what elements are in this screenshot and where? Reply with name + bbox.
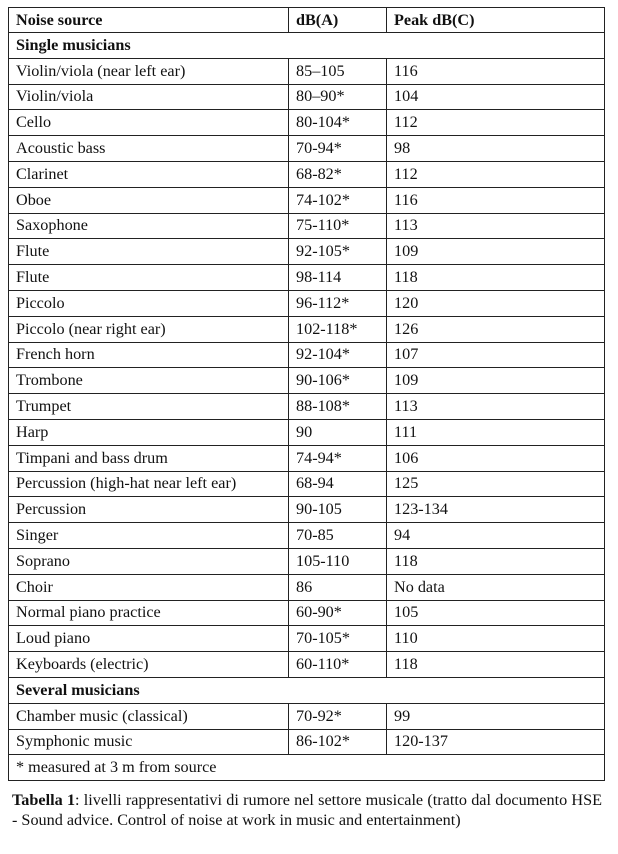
cell-peak-dbc: 125 [387, 471, 605, 497]
cell-dba: 105-110 [289, 548, 387, 574]
cell-dba: 70-92* [289, 703, 387, 729]
section-row [9, 677, 605, 703]
cell-noise-source: Singer [9, 523, 289, 549]
cell-peak-dbc: 107 [387, 342, 605, 368]
cell-dba: 68-82* [289, 161, 387, 187]
section-title: Single musicians [9, 33, 605, 59]
cell-noise-source: Acoustic bass [9, 136, 289, 162]
table-row [9, 419, 605, 445]
cell-peak-dbc: 109 [387, 239, 605, 265]
cell-noise-source: Trombone [9, 368, 289, 394]
cell-noise-source: Normal piano practice [9, 600, 289, 626]
header-dba: dB(A) [289, 8, 387, 33]
cell-peak-dbc: 118 [387, 548, 605, 574]
cell-noise-source: Timpani and bass drum [9, 445, 289, 471]
cell-noise-source: Percussion [9, 497, 289, 523]
cell-noise-source: Trumpet [9, 394, 289, 420]
cell-peak-dbc: 106 [387, 445, 605, 471]
cell-peak-dbc: 118 [387, 265, 605, 291]
section-title: Several musicians [9, 677, 605, 703]
table-caption [8, 790, 602, 830]
table-row [9, 394, 605, 420]
cell-peak-dbc: 112 [387, 110, 605, 136]
table-row [9, 600, 605, 626]
footnote-row [9, 755, 605, 781]
cell-peak-dbc: 126 [387, 316, 605, 342]
table-row [9, 58, 605, 84]
cell-dba: 85–105 [289, 58, 387, 84]
cell-dba: 74-94* [289, 445, 387, 471]
table-row [9, 368, 605, 394]
cell-dba: 70-105* [289, 626, 387, 652]
table-row [9, 316, 605, 342]
table-row [9, 652, 605, 678]
cell-noise-source: Flute [9, 239, 289, 265]
cell-peak-dbc: 113 [387, 213, 605, 239]
cell-noise-source: Symphonic music [9, 729, 289, 755]
table-body [9, 33, 605, 781]
table-row [9, 729, 605, 755]
table-row [9, 265, 605, 291]
cell-noise-source: Chamber music (classical) [9, 703, 289, 729]
cell-dba: 98-114 [289, 265, 387, 291]
table-row [9, 497, 605, 523]
table-header-row [9, 8, 605, 33]
table-row [9, 548, 605, 574]
cell-dba: 88-108* [289, 394, 387, 420]
table-row [9, 471, 605, 497]
cell-dba: 90 [289, 419, 387, 445]
cell-noise-source: Oboe [9, 187, 289, 213]
cell-noise-source: Saxophone [9, 213, 289, 239]
table-row [9, 574, 605, 600]
table-row [9, 187, 605, 213]
table-row [9, 342, 605, 368]
cell-peak-dbc: 105 [387, 600, 605, 626]
table-row [9, 290, 605, 316]
cell-noise-source: Loud piano [9, 626, 289, 652]
cell-noise-source: Cello [9, 110, 289, 136]
cell-noise-source: Clarinet [9, 161, 289, 187]
cell-dba: 80–90* [289, 84, 387, 110]
cell-noise-source: Piccolo [9, 290, 289, 316]
caption-text: : livelli rappresentativi di rumore nel settore musicale (tratto dal documento HSE - Sound advice. Control of noise at work in music and entertainment) [12, 791, 603, 830]
table-row [9, 239, 605, 265]
cell-peak-dbc: 118 [387, 652, 605, 678]
cell-dba: 92-104* [289, 342, 387, 368]
cell-dba: 90-105 [289, 497, 387, 523]
cell-peak-dbc: 123-134 [387, 497, 605, 523]
cell-dba: 92-105* [289, 239, 387, 265]
cell-dba: 86-102* [289, 729, 387, 755]
cell-noise-source: Violin/viola [9, 84, 289, 110]
table-row [9, 84, 605, 110]
cell-noise-source: Keyboards (electric) [9, 652, 289, 678]
cell-dba: 75-110* [289, 213, 387, 239]
table-row [9, 110, 605, 136]
table-row [9, 136, 605, 162]
table-footnote: * measured at 3 m from source [9, 755, 605, 781]
table-row [9, 445, 605, 471]
cell-noise-source: Flute [9, 265, 289, 291]
cell-peak-dbc: 99 [387, 703, 605, 729]
cell-peak-dbc: 104 [387, 84, 605, 110]
cell-dba: 102-118* [289, 316, 387, 342]
cell-dba: 60-110* [289, 652, 387, 678]
cell-peak-dbc: 112 [387, 161, 605, 187]
cell-peak-dbc: 98 [387, 136, 605, 162]
header-peak-dbc: Peak dB(C) [387, 8, 605, 33]
cell-dba: 96-112* [289, 290, 387, 316]
table-row [9, 703, 605, 729]
noise-levels-table [8, 7, 605, 781]
cell-peak-dbc: 120-137 [387, 729, 605, 755]
table-row [9, 161, 605, 187]
cell-noise-source: Violin/viola (near left ear) [9, 58, 289, 84]
cell-noise-source: Soprano [9, 548, 289, 574]
cell-peak-dbc: 113 [387, 394, 605, 420]
cell-dba: 86 [289, 574, 387, 600]
cell-noise-source: French horn [9, 342, 289, 368]
cell-noise-source: Percussion (high-hat near left ear) [9, 471, 289, 497]
table-row [9, 213, 605, 239]
table-row [9, 626, 605, 652]
cell-noise-source: Piccolo (near right ear) [9, 316, 289, 342]
cell-dba: 68-94 [289, 471, 387, 497]
section-row [9, 33, 605, 59]
cell-dba: 80-104* [289, 110, 387, 136]
cell-noise-source: Harp [9, 419, 289, 445]
cell-dba: 90-106* [289, 368, 387, 394]
cell-peak-dbc: 110 [387, 626, 605, 652]
cell-peak-dbc: 109 [387, 368, 605, 394]
document-page [8, 7, 608, 830]
cell-peak-dbc: 94 [387, 523, 605, 549]
cell-peak-dbc: 111 [387, 419, 605, 445]
cell-dba: 60-90* [289, 600, 387, 626]
header-noise-source: Noise source [9, 8, 289, 33]
cell-noise-source: Choir [9, 574, 289, 600]
table-row [9, 523, 605, 549]
cell-peak-dbc: 116 [387, 187, 605, 213]
cell-dba: 74-102* [289, 187, 387, 213]
caption-label: Tabella 1 [12, 791, 76, 810]
cell-peak-dbc: 120 [387, 290, 605, 316]
cell-peak-dbc: No data [387, 574, 605, 600]
cell-dba: 70-94* [289, 136, 387, 162]
cell-dba: 70-85 [289, 523, 387, 549]
cell-peak-dbc: 116 [387, 58, 605, 84]
